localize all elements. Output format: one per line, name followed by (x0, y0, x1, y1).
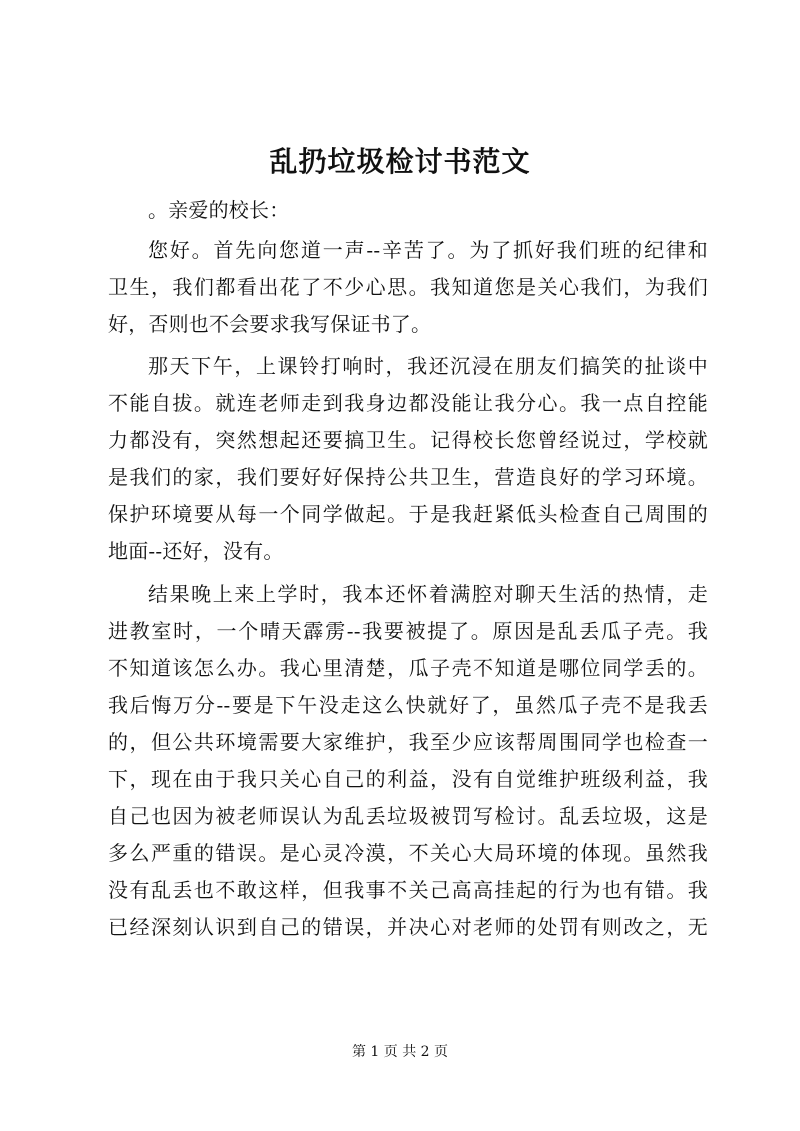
paragraph-line: 自己也因为被老师误认为乱丢垃圾被罚写检讨。乱丢垃圾，这是 (108, 804, 708, 828)
paragraph-line: 保护环境要从每一个同学做起。于是我赶紧低头检查自己周围的 (108, 502, 708, 526)
paragraph-line: 下，现在由于我只关心自己的利益，没有自觉维护班级利益，我 (108, 767, 708, 791)
paragraph-line: 力都没有，突然想起还要搞卫生。记得校长您曾经说过，学校就 (108, 428, 708, 452)
paragraph-line: 的，但公共环境需要大家维护，我至少应该帮周围同学也检查一 (108, 730, 708, 754)
page-footer: 第 1 页 共 2 页 (351, 1044, 449, 1060)
paragraph-line: 卫生，我们都看出花了不少心思。我知道您是关心我们，为我们 (108, 275, 708, 299)
paragraph-line: 结果晚上来上学时，我本还怀着满腔对聊天生活的热情，走 (148, 582, 708, 606)
salutation-line: 。亲爱的校长： (148, 198, 290, 222)
paragraph-line: 已经深刻认识到自己的错误，并决心对老师的处罚有则改之，无 (108, 915, 708, 939)
paragraph-line: 没有乱丢也不敢这样，但我事不关己高高挂起的行为也有错。我 (108, 878, 708, 902)
paragraph-line: 地面--还好，没有。 (108, 539, 284, 563)
paragraph-line: 进教室时，一个晴天霹雳--我要被提了。原因是乱丢瓜子壳。我 (108, 619, 708, 643)
paragraph-line: 我后悔万分--要是下午没走这么快就好了，虽然瓜子壳不是我丢 (108, 693, 708, 717)
document-title: 乱扔垃圾检讨书范文 (269, 145, 531, 178)
paragraph-line: 好，否则也不会要求我写保证书了。 (108, 312, 432, 336)
paragraph-line: 多么严重的错误。是心灵冷漠，不关心大局环境的体现。虽然我 (108, 841, 708, 865)
paragraph-line: 那天下午，上课铃打响时，我还沉浸在朋友们搞笑的扯谈中 (148, 354, 708, 378)
paragraph-line: 不能自拔。就连老师走到我身边都没能让我分心。我一点自控能 (108, 391, 708, 415)
paragraph-line: 您好。首先向您道一声--辛苦了。为了抓好我们班的纪律和 (148, 238, 708, 262)
paragraph-line: 不知道该怎么办。我心里清楚，瓜子壳不知道是哪位同学丢的。 (108, 656, 708, 680)
paragraph-line: 是我们的家，我们要好好保持公共卫生，营造良好的学习环境。 (108, 465, 708, 489)
